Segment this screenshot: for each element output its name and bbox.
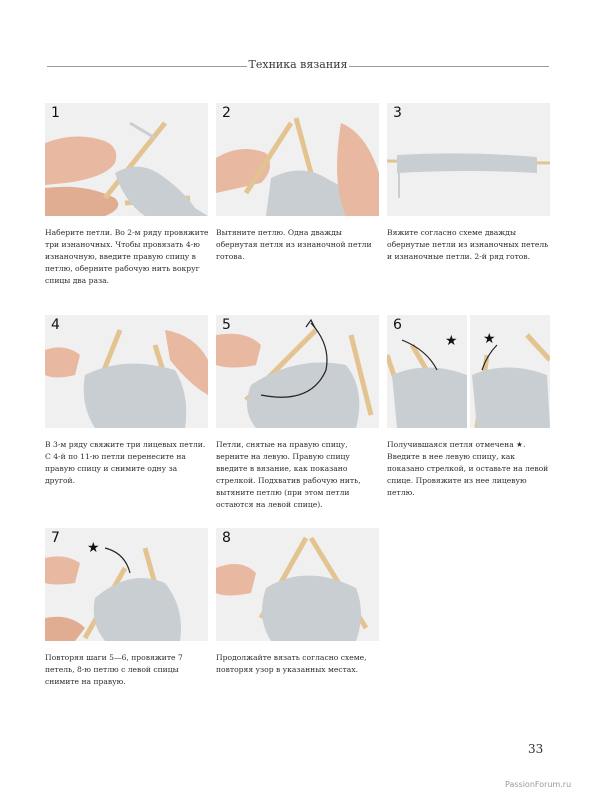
step-2-photo (216, 103, 379, 216)
step-7-caption: Повторяя шаги 5—6, провяжите 7 петель, 8-ю петлю с левой спицы снимите на правую. (45, 653, 183, 686)
step-4-photo (45, 315, 208, 428)
step-number: 8 (222, 530, 231, 546)
svg-text:★: ★ (87, 540, 100, 556)
step-number: 7 (51, 530, 60, 546)
step-number: 6 (393, 317, 402, 333)
svg-text:★: ★ (483, 331, 496, 347)
step-number: 3 (393, 105, 402, 121)
step-5-caption: Петли, снятые на правую спицу, верните на левую. Правую спицу введите в вязание, как показано стрелкой. Подхватив рабочую нить, вытяните петлю (при этом петли остаются на левой спице). (216, 440, 361, 509)
step-number: 2 (222, 105, 231, 121)
step-1-photo (45, 103, 208, 216)
step-8-photo (216, 528, 379, 641)
step-number: 5 (222, 317, 231, 333)
step-2-caption: Вытяните петлю. Одна дважды обернутая петля из изнаночной петли готова. (216, 228, 372, 261)
step-3-caption: Вяжите согласно схеме дважды обернутые петли из изнаночных петель и изнаночные петли. 2-й ряд готов. (387, 228, 549, 261)
header-rule-right (349, 66, 549, 67)
step-7-photo (45, 528, 208, 641)
page-number: 33 (528, 742, 544, 756)
step-4-caption: В 3-м ряду свяжите три лицевых петли. С 4-й по 11-ю петли перенесите на правую спицу и снимите одну за другой. (45, 440, 206, 485)
step-6-photo (387, 315, 550, 428)
step-8-caption: Продолжайте вязать согласно схеме, повторяя узор в указанных местах. (216, 653, 367, 674)
section-title: Техника вязания (248, 58, 348, 71)
step-5-photo (216, 315, 379, 428)
watermark: PassionForum.ru (505, 780, 572, 789)
step-6-caption: Получившаяся петля отмечена ★. Введите в нее левую спицу, как показано стрелкой, и оставьте на левой спице. Провяжите из нее лицевую петлю. (387, 440, 549, 497)
header-rule-left (47, 66, 247, 67)
step-number: 1 (51, 105, 60, 121)
svg-text:★: ★ (445, 333, 458, 349)
step-3-photo (387, 103, 550, 216)
step-number: 4 (51, 317, 60, 333)
section-header (47, 58, 549, 74)
step-1-caption: Наберите петли. Во 2-м ряду провяжите три изнаночных. Чтобы провязать 4-ю изнаночную, введите правую спицу в петлю, оберните рабочую нить вокруг спицы два раза. (45, 228, 209, 285)
